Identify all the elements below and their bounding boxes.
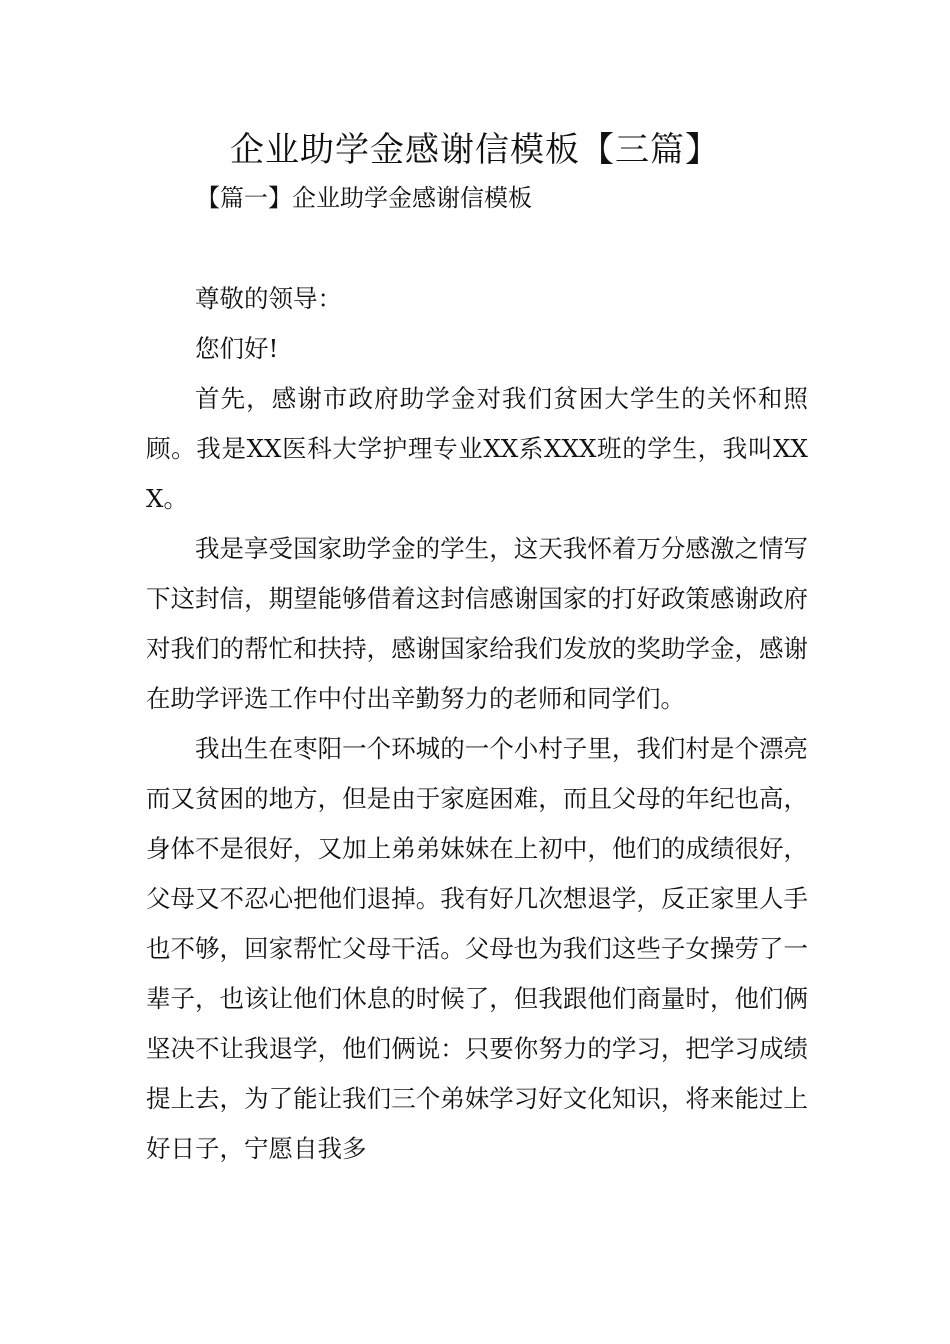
document-title: 企业助学金感谢信模板【三篇】: [230, 130, 720, 170]
letter-body: [146, 274, 808, 1174]
paragraph-1: 首先，感谢市政府助学金对我们贫困大学生的关怀和照顾。我是XX医科大学护理专业XX系XXX班的学生，我叫XXX。: [146, 384, 808, 513]
greeting: 您们好!: [195, 334, 279, 363]
salutation: 尊敬的领导：: [195, 284, 342, 313]
paragraph-2: 我是享受国家助学金的学生，这天我怀着万分感激之情写下这封信，期望能够借着这封信感谢国家的打好政策感谢政府对我们的帮忙和扶持，感谢国家给我们发放的奖助学金，感谢在助学评选工作中付出辛勤努力的老师和同学们。: [146, 534, 808, 713]
section-heading: 【篇一】企业助学金感谢信模板: [196, 184, 532, 212]
paragraph-3: 我出生在枣阳一个环城的一个小村子里，我们村是个漂亮而又贫困的地方，但是由于家庭困难，而且父母的年纪也高，身体不是很好，又加上弟弟妹妹在上初中，他们的成绩很好，父母又不忍心把他们退掉。我有好几次想退学，反正家里人手也不够，回家帮忙父母干活。父母也为我们这些子女操劳了一辈子，也该让他们休息的时候了，但我跟他们商量时，他们俩坚决不让我退学，他们俩说：只要你努力的学习，把学习成绩提上去，为了能让我们三个弟妹学习好文化知识，将来能过上好日子，宁愿自我多: [146, 734, 808, 1163]
